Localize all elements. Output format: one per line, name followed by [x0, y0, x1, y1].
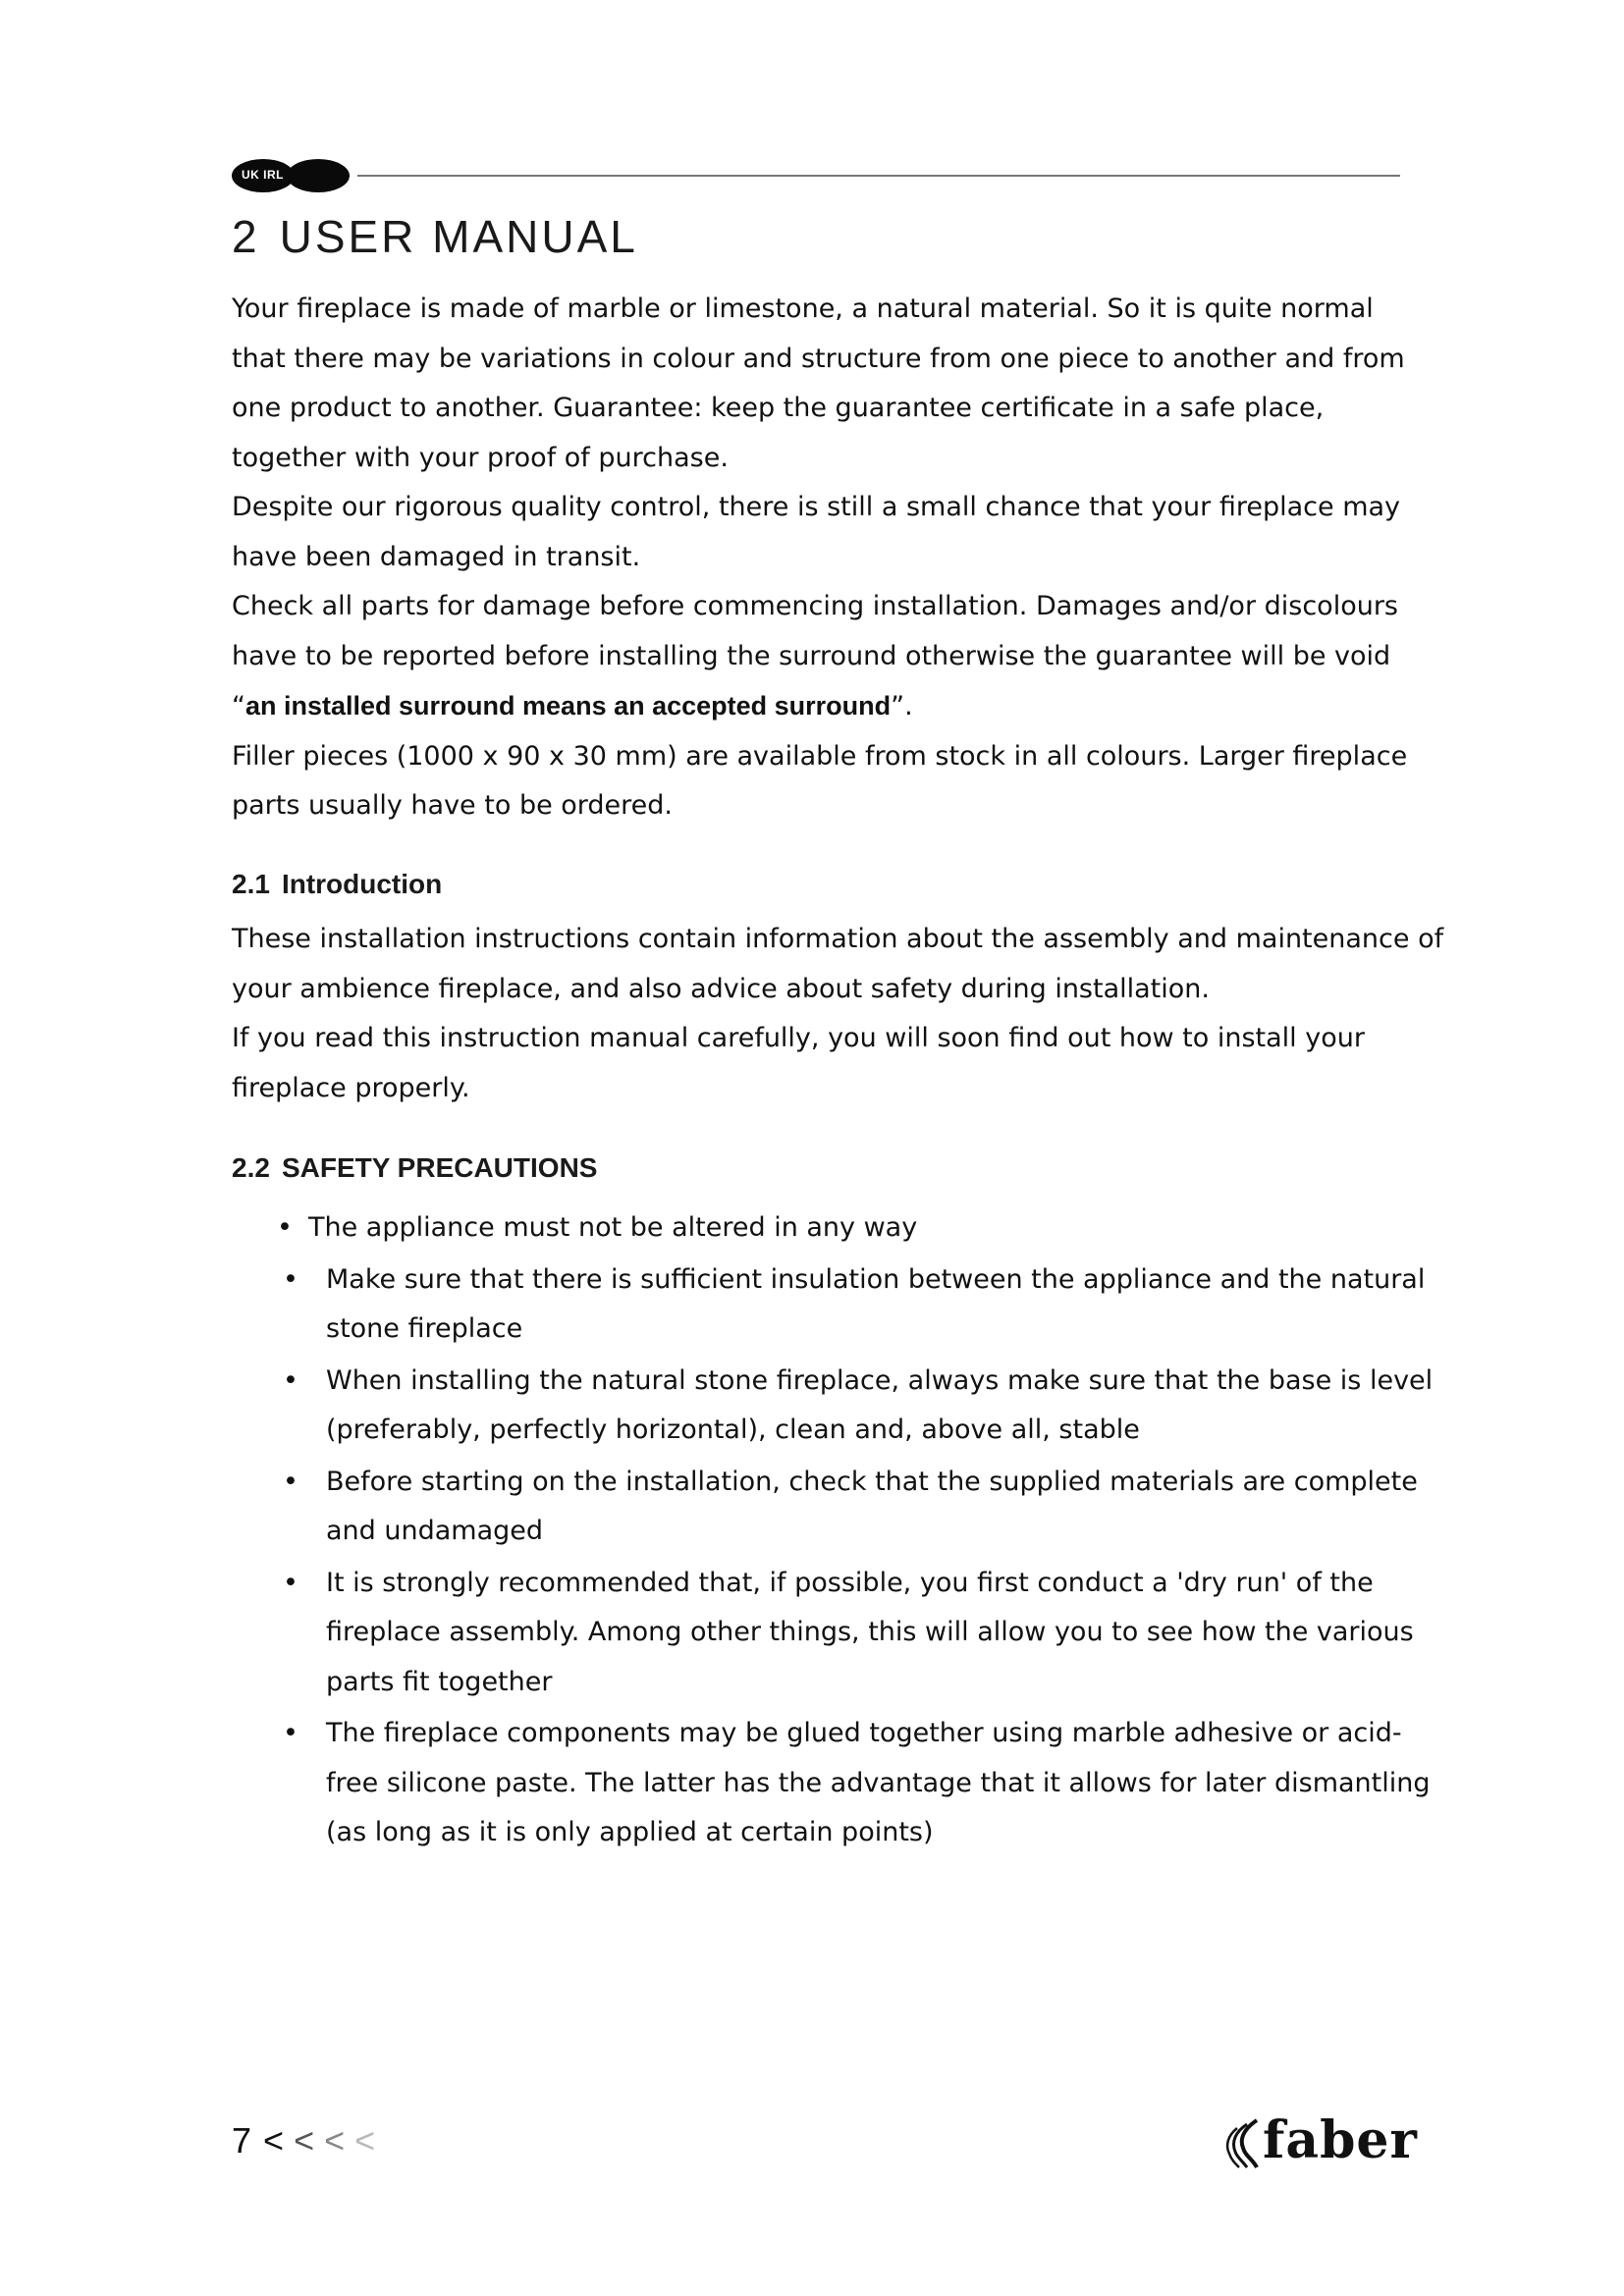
bullet-icon: • — [283, 1718, 298, 1748]
language-badge-label: UK IRL — [242, 168, 284, 182]
list-item-line: fireplace assembly. Among other things, this will allow you to see how the various — [326, 1617, 1414, 1647]
list-item — [232, 1559, 1414, 1708]
bullet-icon: • — [283, 1567, 298, 1598]
section-heading-introduction — [232, 869, 442, 900]
chevron-left-icon: < — [324, 2120, 346, 2161]
list-item — [232, 1458, 1418, 1557]
list-item — [232, 1203, 1410, 1254]
section-title: SAFETY PRECAUTIONS — [281, 1152, 598, 1183]
list-item-line: The appliance must not be altered in any way — [308, 1212, 918, 1243]
chevron-left-icon: < — [354, 2120, 376, 2161]
list-item-line: (as long as it is only applied at certain points) — [326, 1817, 934, 1847]
text-line: If you read this instruction manual carefully, you will soon find out how to install your — [232, 1023, 1365, 1053]
text-line: have to be reported before installing the surround otherwise the guarantee will be void — [232, 640, 1391, 671]
list-item — [232, 1357, 1434, 1456]
chevron-left-icon: < — [294, 2120, 315, 2161]
list-item-line: and undamaged — [326, 1516, 544, 1546]
text-line: These installation instructions contain information about the assembly and maintenance of — [232, 924, 1444, 954]
quote-close: ”. — [891, 691, 913, 721]
page-title-number: 2 — [232, 211, 260, 262]
logo-wordmark: faber — [1263, 2110, 1418, 2170]
section-title: Introduction — [281, 869, 443, 899]
page-number: 7 — [232, 2120, 252, 2161]
section-number: 2.1 — [232, 869, 270, 899]
quote-line — [232, 681, 1410, 732]
bullet-icon: • — [283, 1263, 298, 1295]
text-line: parts usually have to be ordered. — [232, 790, 674, 821]
section-heading-safety — [232, 1152, 597, 1184]
page-title — [232, 210, 638, 263]
bullet-icon: • — [277, 1212, 293, 1243]
language-badge — [232, 159, 350, 192]
bold-quote: an installed surround means an accepted surround — [245, 691, 892, 721]
intro-paragraph — [232, 285, 1410, 831]
text-line: Filler pieces (1000 x 90 x 30 mm) are available from stock in all colours. Larger fireplace — [232, 740, 1408, 772]
list-item-line: stone fireplace — [326, 1313, 523, 1344]
list-item-line: The fireplace components may be glued together using marble adhesive or acid- — [326, 1718, 1402, 1748]
text-line: your ambience fireplace, and also advice about safety during installation. — [232, 973, 1210, 1004]
flame-icon — [1218, 2116, 1265, 2171]
text-line: that there may be variations in colour and structure from one piece to another and from — [232, 343, 1405, 374]
list-item-line: free silicone paste. The latter has the advantage that it allows for later dismantling — [326, 1767, 1431, 1798]
text-line: Check all parts for damage before commencing installation. Damages and/or discolours — [232, 591, 1398, 621]
list-item — [232, 1255, 1426, 1355]
bullet-icon: • — [283, 1466, 298, 1497]
language-badge-oval-right — [287, 159, 350, 192]
quote-open: “ — [232, 691, 245, 721]
list-item-line: It is strongly recommended that, if possible, you first conduct a 'dry run' of the — [326, 1567, 1374, 1598]
page-number-footer — [232, 2120, 385, 2162]
list-item-line: parts fit together — [326, 1666, 553, 1697]
page-header — [232, 155, 1400, 194]
faber-logo — [1218, 2112, 1424, 2175]
list-item-line: (preferably, perfectly horizontal), clean and, above all, stable — [326, 1415, 1140, 1445]
list-item-line: Before starting on the installation, check that the supplied materials are complete — [326, 1466, 1418, 1497]
list-item-line: When installing the natural stone fireplace, always make sure that the base is level — [326, 1364, 1434, 1396]
chevron-left-icon: < — [263, 2120, 285, 2161]
page-title-text: USER MANUAL — [279, 211, 638, 262]
text-line: fireplace properly. — [232, 1072, 470, 1103]
text-line: one product to another. Guarantee: keep the guarantee certificate in a safe place, — [232, 393, 1325, 423]
list-item-line: Make sure that there is sufficient insulation between the appliance and the natural — [326, 1263, 1426, 1295]
introduction-paragraph — [232, 915, 1444, 1113]
text-line: Despite our rigorous quality control, there is still a small chance that your fireplace may — [232, 492, 1401, 522]
header-divider — [357, 175, 1400, 177]
text-line: have been damaged in transit. — [232, 541, 641, 572]
list-item — [232, 1709, 1431, 1858]
text-line: Your fireplace is made of marble or limestone, a natural material. So it is quite normal — [232, 294, 1374, 324]
bullet-icon: • — [283, 1364, 298, 1396]
section-number: 2.2 — [232, 1152, 270, 1183]
safety-list — [232, 1203, 1434, 1860]
text-line: together with your proof of purchase. — [232, 442, 729, 473]
